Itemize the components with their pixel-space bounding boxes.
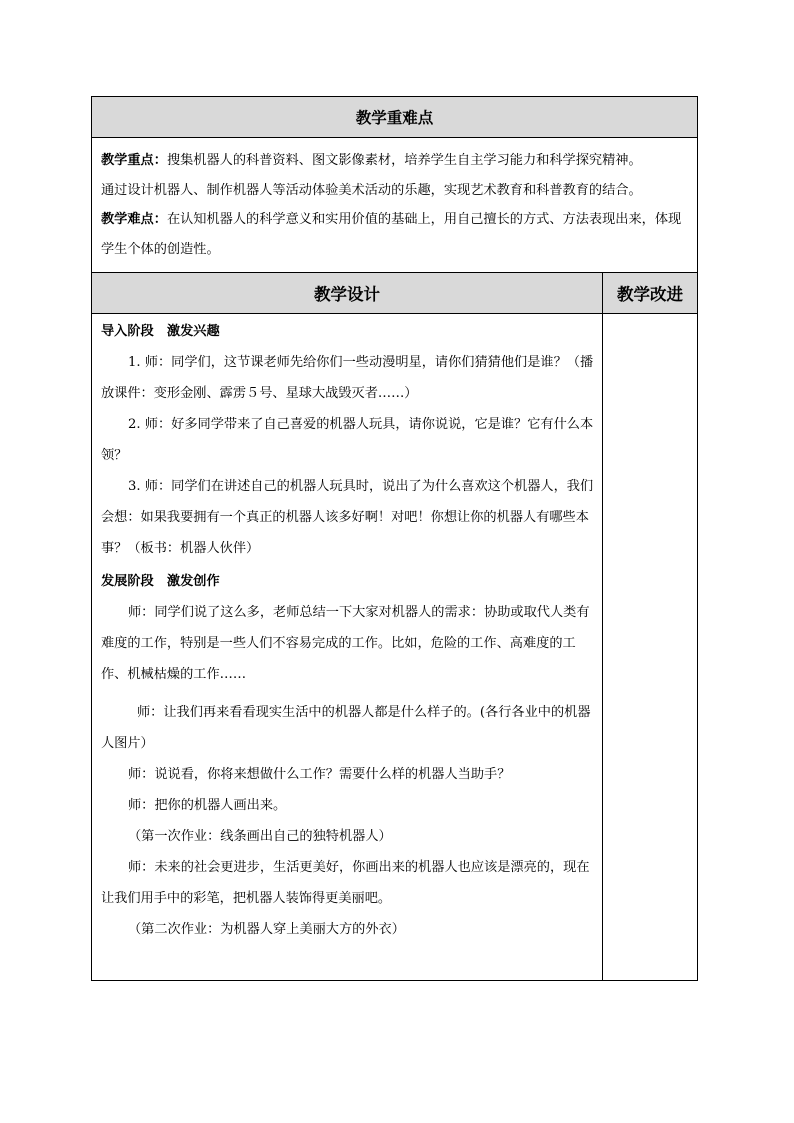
stage-title-development: 发展阶段 激发创作 bbox=[101, 574, 220, 589]
key-point-paragraph bbox=[101, 146, 692, 176]
difficult-point-text: 在认知机器人的科学意义和实用价值的基础上，用自己擅长的方式、方法表现出来，体现学生个体的创造性。 bbox=[101, 212, 682, 257]
section-header-key-difficult: 教学重难点 bbox=[92, 97, 698, 138]
stage1-item-1: 1. 师：同学们，这节课老师先给你们一些动漫明星，请你们猜猜他们是谁？（播放课件：变形金刚、霹雳５号、星球大战毁灭者……） bbox=[101, 355, 594, 401]
difficult-point-label: 教学难点： bbox=[101, 212, 167, 227]
stage1-item-2: 2. 师：好多同学带来了自己喜爱的机器人玩具，请你说说，它是谁？它有什么本领？ bbox=[101, 417, 594, 463]
stage2-item-2: 师：让我们再来看看现实生活中的机器人都是什么样子的。(各行各业中的机器人图片） bbox=[101, 705, 591, 751]
key-difficult-content bbox=[92, 138, 698, 273]
stage-title-intro: 导入阶段 激发兴趣 bbox=[101, 324, 220, 339]
stage2-homework-2: （第二次作业：为机器人穿上美丽大方的外衣） bbox=[128, 922, 405, 937]
lesson-plan-page bbox=[91, 96, 697, 981]
key-point-label: 教学重点： bbox=[101, 153, 167, 168]
stage2-item-4: 师：把你的机器人画出来。 bbox=[128, 798, 287, 813]
column-header-improve: 教学改进 bbox=[603, 273, 698, 314]
lesson-table bbox=[91, 96, 698, 981]
teaching-design-cell bbox=[92, 314, 603, 981]
key-point-text: 搜集机器人的科普资料、图文影像素材，培养学生自主学习能力和科学探究精神。 bbox=[166, 153, 642, 168]
stage2-item-5: 师：未来的社会更进步，生活更美好，你画出来的机器人也应该是漂亮的，现在让我们用手中的彩笔，把机器人装饰得更美丽吧。 bbox=[101, 860, 590, 906]
column-header-design: 教学设计 bbox=[92, 273, 603, 314]
stage2-homework-1: （第一次作业：线条画出自己的独特机器人） bbox=[128, 829, 392, 844]
stage2-item-1: 师：同学们说了这么多，老师总结一下大家对机器人的需求：协助或取代人类有难度的工作，特别是一些人们不容易完成的工作。比如，危险的工作、高难度的工作、机械枯燥的工作…… bbox=[101, 605, 590, 682]
teaching-improve-cell bbox=[603, 314, 698, 981]
stage1-item-3: 3. 师：同学们在讲述自己的机器人玩具时，说出了为什么喜欢这个机器人，我们会想：如果我要拥有一个真正的机器人该多好啊！对吧！你想让你的机器人有哪些本事？（板书：机器人伙伴） bbox=[101, 479, 594, 556]
difficult-point-paragraph bbox=[101, 205, 692, 264]
stage2-item-3: 师：说说看，你将来想做什么工作？需要什么样的机器人当助手？ bbox=[128, 767, 511, 782]
key-point-paragraph-2: 通过设计机器人、制作机器人等活动体验美术活动的乐趣，实现艺术教育和科普教育的结合。 bbox=[101, 182, 642, 198]
